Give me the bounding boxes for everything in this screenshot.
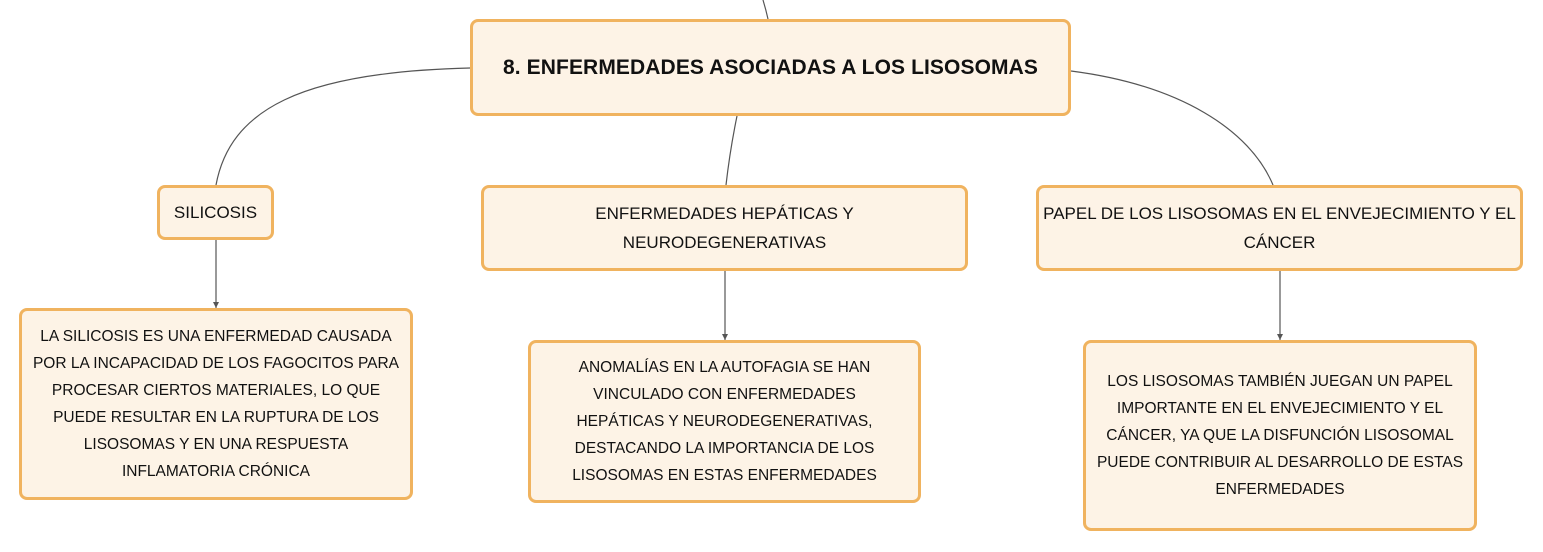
topic-node-silicosis[interactable] [157,185,274,240]
root-node-label: 8. ENFERMEDADES ASOCIADAS A LOS LISOSOMAS [503,55,1038,79]
connector-parent-to-root [763,0,768,19]
detail-node-hepaticas[interactable] [528,340,921,503]
connector-root-to-hepaticas [726,116,737,185]
detail-node-text: LA SILICOSIS ES UNA ENFERMEDAD CAUSADA POR LA INCAPACIDAD DE LOS FAGOCITOS PARA PROCESAR CIERTOS MATERIALES, LO QUE PUEDE RESULTAR EN LA RUPTURA DE LOS LISOSOMAS Y EN UNA RESPUESTA INFLAMATORIA CRÓNICA [32,328,400,480]
topic-node-label: SILICOSIS [173,203,258,222]
detail-node-silicosis[interactable] [19,308,413,500]
detail-node-text: ANOMALÍAS EN LA AUTOFAGIA SE HAN VINCULADO CON ENFERMEDADES HEPÁTICAS Y NEURODEGENERATIVAS, DESTACANDO LA IMPORTANCIA DE LOS LISOSOMAS EN ESTAS ENFERMEDADES [572,359,877,484]
detail-node-text: LOS LISOSOMAS TAMBIÉN JUEGAN UN PAPEL IMPORTANTE EN EL ENVEJECIMIENTO Y EL CÁNCER, YA QUE LA DISFUNCIÓN LISOSOMAL PUEDE CONTRIBUIR AL DESARROLLO DE ESTAS ENFERMEDADES [1096,373,1464,498]
topic-node-envejecimiento[interactable] [1036,185,1523,271]
topic-node-label: ENFERMEDADES HEPÁTICAS Y NEURODEGENERATIVAS [595,204,854,252]
topic-node-hepaticas[interactable] [481,185,968,271]
connector-root-to-envejecimiento [1071,71,1273,185]
connector-root-to-silicosis [216,68,470,185]
root-node[interactable] [470,19,1071,116]
detail-node-envejecimiento[interactable] [1083,340,1477,531]
topic-node-label: PAPEL DE LOS LISOSOMAS EN EL ENVEJECIMIENTO Y EL CÁNCER [1043,204,1516,252]
